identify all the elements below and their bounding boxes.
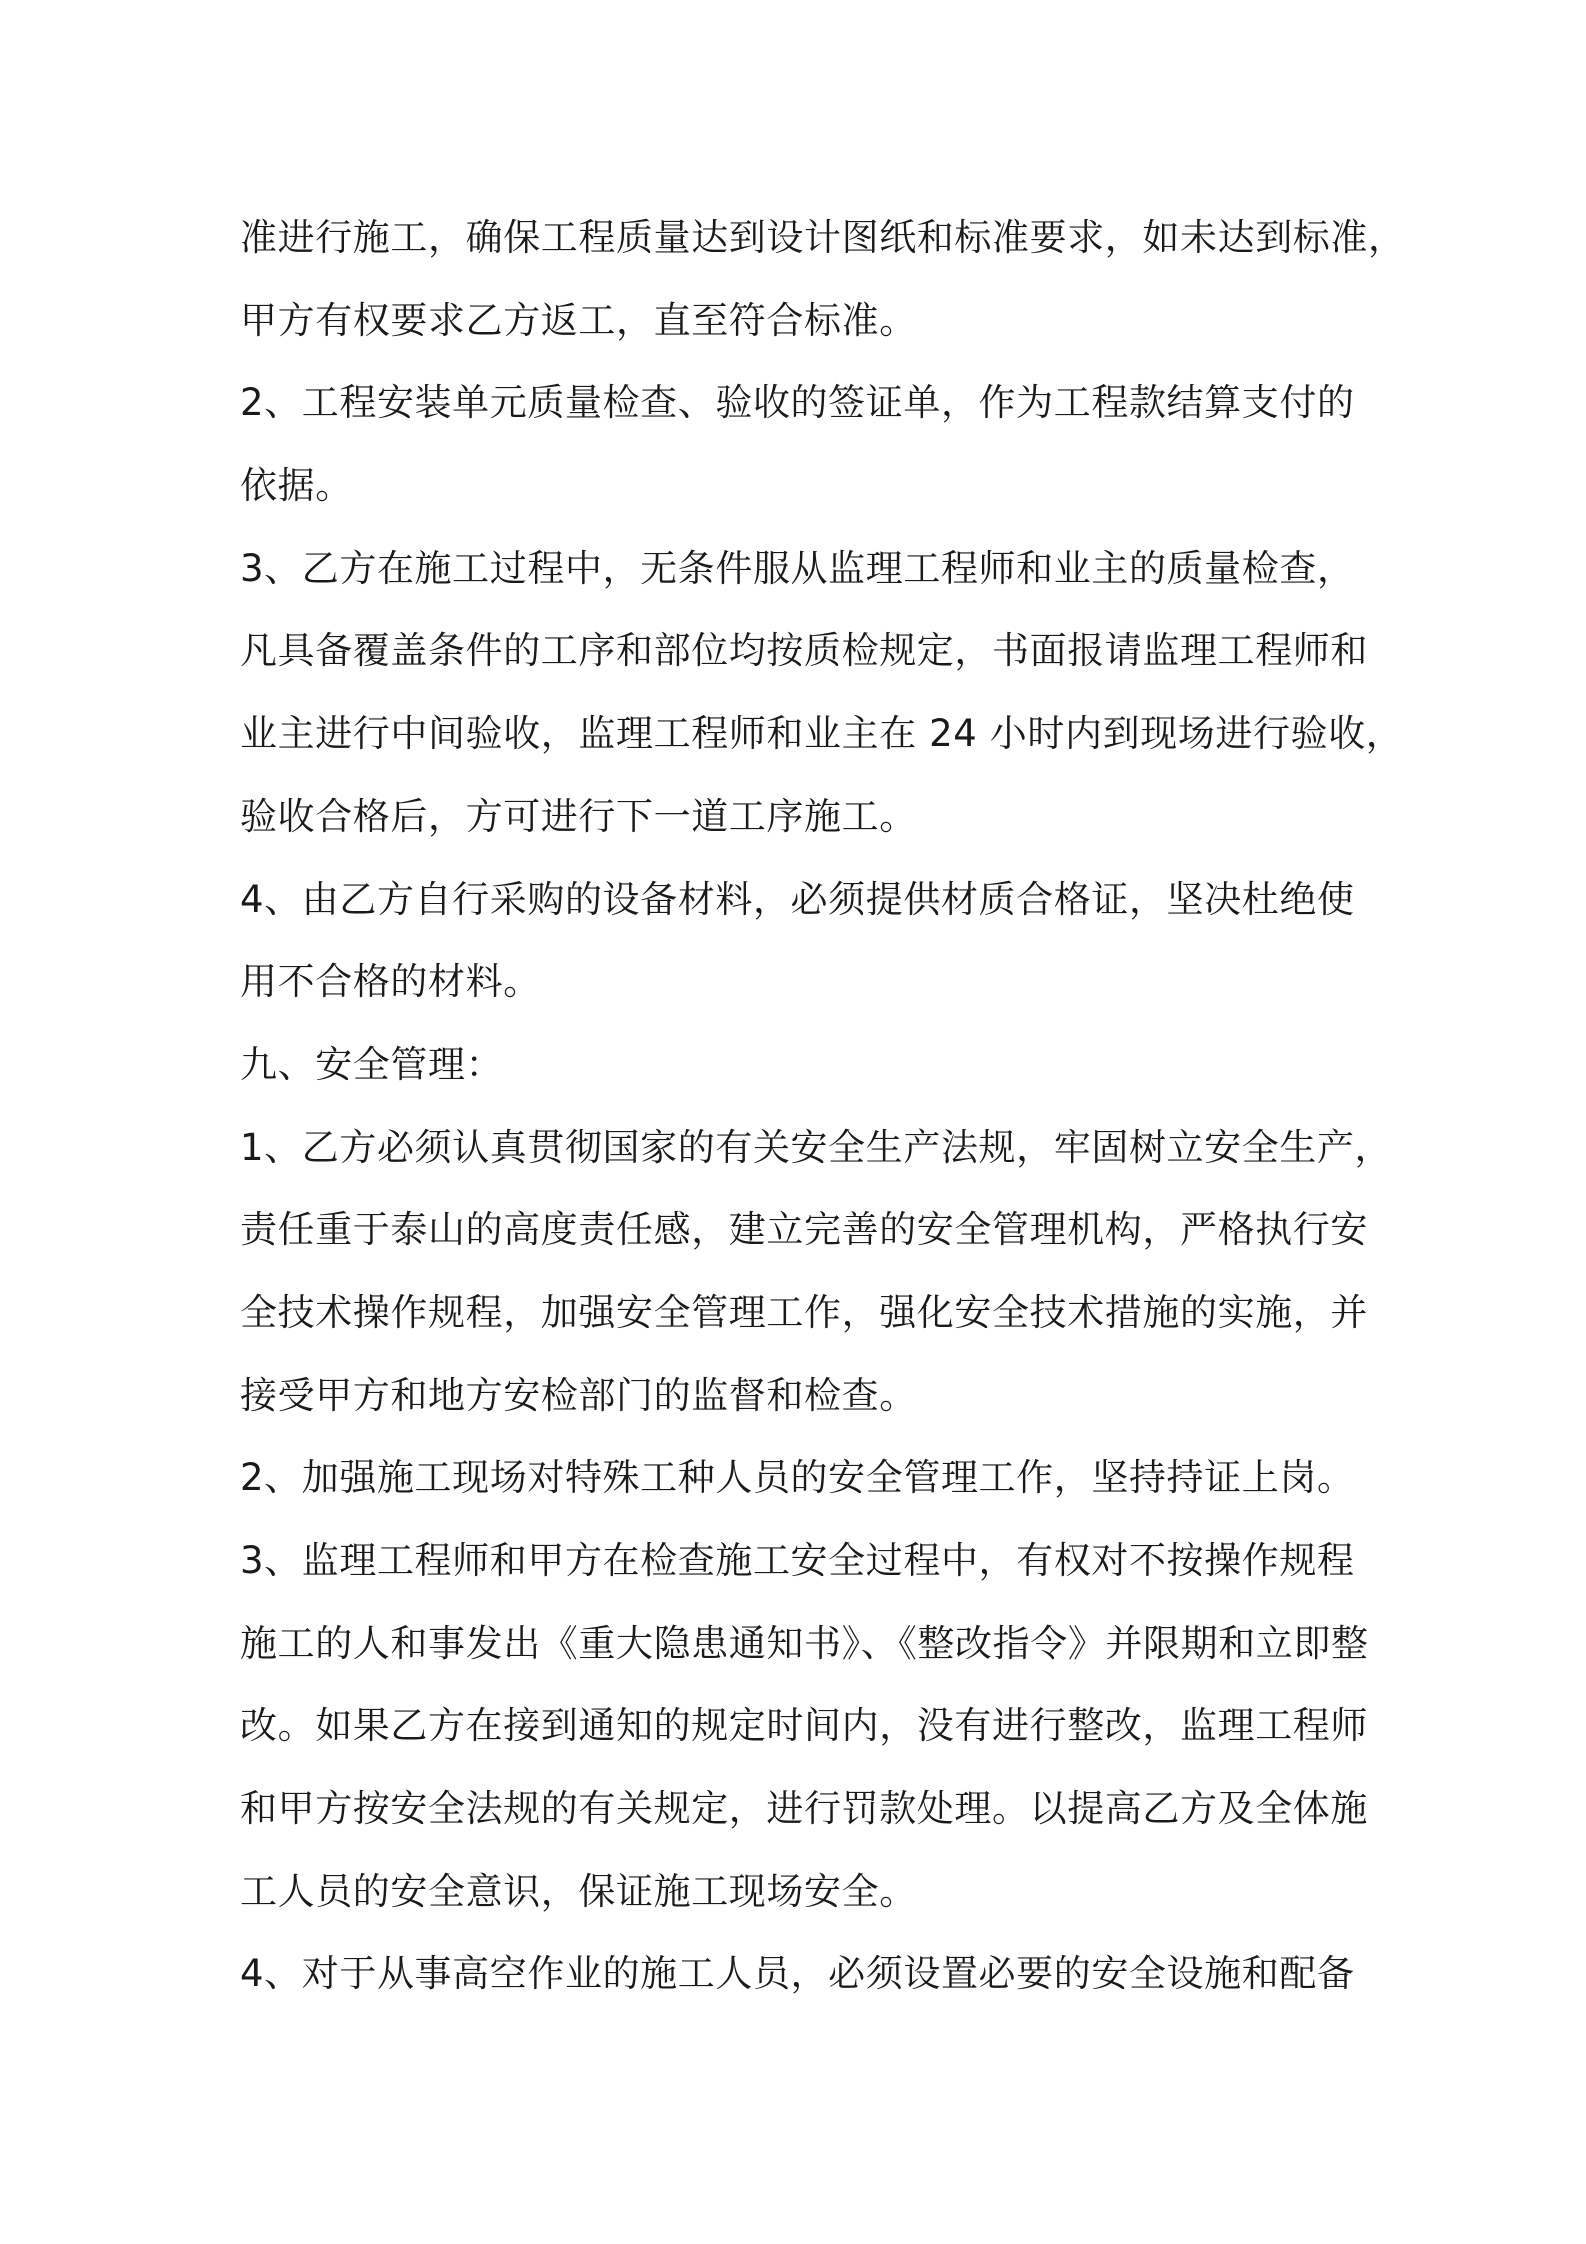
text-line: 责任重于泰山的高度责任感，建立完善的安全管理机构，严格执行安: [240, 1208, 1368, 1252]
text-line: 2、加强施工现场对特殊工种人员的安全管理工作，坚持持证上岗。: [240, 1456, 1355, 1500]
text-line: 施工的人和事发出《重大隐患通知书》、《整改指令》并限期和立即整: [240, 1621, 1369, 1665]
text-line: 全技术操作规程，加强安全管理工作，强化安全技术措施的实施，并: [240, 1290, 1368, 1334]
text-line: 3、监理工程师和甲方在检查施工安全过程中，有权对不按操作规程: [240, 1539, 1355, 1582]
text-line: 4、对于从事高空作业的施工人员，必须设置必要的安全设施和配备: [240, 1952, 1355, 1996]
text-line: 改。如果乙方在接到通知的规定时间内，没有进行整改，监理工程师: [240, 1704, 1368, 1748]
text-line: 1、乙方必须认真贯彻国家的有关安全生产法规，牢固树立安全生产，: [240, 1125, 1393, 1169]
section-heading: 九、安全管理：: [240, 1042, 504, 1086]
text-line: 4、由乙方自行采购的设备材料，必须提供材质合格证，坚决杜绝使: [240, 877, 1355, 921]
text-line: 和甲方按安全法规的有关规定，进行罚款处理。以提高乙方及全体施: [240, 1787, 1368, 1831]
text-line: 2、工程安装单元质量检查、验收的签证单，作为工程款结算支付的: [240, 381, 1355, 425]
text-line: 甲方有权要求乙方返工，直至符合标准。: [240, 298, 917, 342]
text-line: 准进行施工，确保工程质量达到设计图纸和标准要求，如未达到标准，: [240, 216, 1406, 259]
text-line: 依据。: [240, 464, 353, 508]
text-line: 业主进行中间验收，监理工程师和业主在 24 小时内到现场进行验收，: [240, 712, 1404, 756]
text-line: 凡具备覆盖条件的工序和部位均按质检规定，书面报请监理工程师和: [240, 629, 1368, 673]
text-line: 工人员的安全意识，保证施工现场安全。: [240, 1869, 917, 1913]
text-line: 用不合格的材料。: [240, 960, 541, 1004]
text-line: 3、乙方在施工过程中，无条件服从监理工程师和业主的质量检查，: [240, 546, 1355, 590]
text-line: 验收合格后，方可进行下一道工序施工。: [240, 794, 917, 838]
text-line: 接受甲方和地方安检部门的监督和检查。: [240, 1373, 917, 1417]
document-body: [240, 197, 1406, 2016]
